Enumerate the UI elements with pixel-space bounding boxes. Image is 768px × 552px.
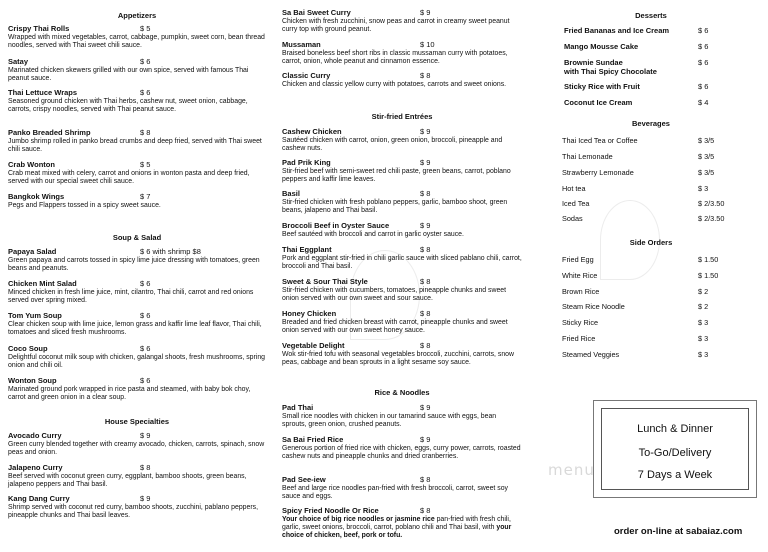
item-name: Crab Wonton <box>8 160 55 169</box>
section-title-soup-salad: Soup & Salad <box>112 233 162 242</box>
item-name: Tom Yum Soup <box>8 311 62 320</box>
item-name: Coconut Ice Cream <box>564 98 633 107</box>
item-description: Beef served with coconut green curry, eggplant, bamboo shoots, green beans, jalapeno peppers and Thai basil. <box>8 473 247 488</box>
beverage-item <box>540 215 762 226</box>
item-price: $ 3/5 <box>698 152 715 161</box>
item-description: Jumbo shrimp rolled in panko bread crumbs and deep fried, served with Thai sweet chili sauce. <box>8 138 262 153</box>
order-online-link[interactable]: order on-line at sabaiaz.com <box>614 526 743 537</box>
item-name: Bangkok Wings <box>8 192 65 201</box>
item-name: Crispy Thai Rolls <box>8 24 70 33</box>
item-description-bold: Your choice of big rice noodles or jasmine rice <box>282 516 435 524</box>
item-description: Delightful coconut milk soup with chicken, galangal shoots, fresh mushrooms, spring onion and chili oil. <box>8 354 265 369</box>
item-price: $ 8 <box>140 128 151 137</box>
item-price: $ 3/5 <box>698 136 715 145</box>
menu-item <box>282 128 522 153</box>
item-price: $ 2/3.50 <box>698 199 725 208</box>
item-name: Broccoli Beef in Oyster Sauce <box>282 221 390 230</box>
beverage-item <box>540 200 762 211</box>
item-price: $ 8 <box>140 463 151 472</box>
menu-item <box>282 404 522 429</box>
item-price: $ 9 <box>420 158 431 167</box>
menu-item <box>282 9 522 34</box>
menu-item <box>8 25 266 50</box>
item-price: $ 1.50 <box>698 255 719 264</box>
menu-item <box>282 436 522 461</box>
item-name: Sticky Rice <box>562 318 599 327</box>
menu-item <box>282 476 522 501</box>
item-price: $ 9 <box>420 127 431 136</box>
side-item <box>540 303 762 314</box>
item-name: Sa Bai Sweet Curry <box>282 8 351 17</box>
item-name: Cashew Chicken <box>282 127 342 136</box>
section-title-rice-noodles: Rice & Noodles <box>374 388 430 397</box>
item-name: Pad Thai <box>282 403 314 412</box>
item-name: Kang Dang Curry <box>8 494 70 503</box>
item-name: White Rice <box>562 271 598 280</box>
item-name: Classic Curry <box>282 71 331 80</box>
item-name: Pad Prik King <box>282 158 331 167</box>
item-name: Pad See-iew <box>282 475 326 484</box>
side-item <box>540 272 762 283</box>
item-name: Fried Egg <box>562 255 594 264</box>
item-name: Basil <box>282 189 300 198</box>
item-price: $ 9 <box>420 403 431 412</box>
menu-item <box>8 58 266 83</box>
dessert-item <box>540 59 762 81</box>
item-name: Sticky Rice with Fruit <box>564 82 640 91</box>
promo-line-togo-delivery: To-Go/Delivery <box>638 447 712 459</box>
item-description: Crab meat mixed with celery, carrot and onions in wonton pasta and deep fried, served with our special sweet chili sauce. <box>8 170 250 185</box>
item-description: Breaded and fried chicken breast with carrot, pineapple chunks and sweet onion served with our own sweet honey sauce. <box>282 319 508 334</box>
item-description: Stir-fried chicken with cucumbers, tomatoes, pineapple chunks and sweet onion served with our own sweet and sour sauce. <box>282 287 507 302</box>
item-description: Beef sautéed with broccoli and carrot in garlic oyster sauce. <box>282 231 464 239</box>
side-item <box>540 256 762 267</box>
item-price: $ 1.50 <box>698 271 719 280</box>
item-description: Marinated ground pork wrapped in rice pasta and steamed, with baby bok choy, carrot and green onion in a clear soup. <box>8 386 251 401</box>
hours-promo-inner <box>601 408 749 490</box>
menu-item <box>282 278 522 303</box>
item-name: Papaya Salad <box>8 247 57 256</box>
item-price: $ 3 <box>698 350 709 359</box>
item-name: Thai Lettuce Wraps <box>8 88 78 97</box>
item-name: Steam Rice Noodle <box>562 302 625 311</box>
item-price: $ 8 <box>420 341 431 350</box>
item-description: Wok stir-fried tofu with seasonal vegetables broccoli, zucchini, carrots, snow peas, cabbage and bean sprouts in a light sesame soy sauce. <box>282 351 514 366</box>
item-name: Brownie Sundae <box>564 58 623 67</box>
item-name: Thai Iced Tea or Coffee <box>562 136 638 145</box>
item-price: $ 8 <box>420 277 431 286</box>
item-name: Fried Bananas and Ice Cream <box>564 26 670 35</box>
item-name: Mussaman <box>282 40 321 49</box>
promo-line-days: 7 Days a Week <box>637 469 713 481</box>
menu-item <box>282 246 522 271</box>
menu-item <box>8 129 266 154</box>
dessert-item <box>540 43 762 55</box>
dessert-item <box>540 27 762 39</box>
item-name-line2: with Thai Spicy Chocolate <box>564 67 657 76</box>
menu-item <box>8 248 266 273</box>
item-description: Pegs and Flappers tossed in a spicy sweet sauce. <box>8 202 161 210</box>
menu-item <box>282 310 522 335</box>
menu-item <box>282 159 522 184</box>
section-title-desserts: Desserts <box>635 11 667 20</box>
item-name: Satay <box>8 57 29 66</box>
hours-promo-box <box>593 400 757 498</box>
side-item <box>540 288 762 299</box>
item-description <box>282 516 522 540</box>
section-title-side-orders: Side Orders <box>629 238 673 247</box>
side-item <box>540 319 762 330</box>
item-price: $ 3 <box>698 334 709 343</box>
menu-item <box>8 377 266 402</box>
section-title-house-specialties: House Specialties <box>104 417 170 426</box>
item-description: Pork and eggplant stir-fried in chili garlic sauce with sliced pablano chili, carrot, broccoli and Thai basil. <box>282 255 522 270</box>
item-name: Thai Lemonade <box>562 152 613 161</box>
item-description: Stir-fried beef with semi-sweet red chili paste, green beans, carrot, poblano peppers and kaffir lime leaves. <box>282 168 511 183</box>
menu-item <box>282 222 522 239</box>
beverage-item <box>540 169 762 180</box>
item-description: Stir-fried chicken with fresh poblano peppers, garlic, bamboo shoot, green beans, jalapeno and Thai basil. <box>282 199 508 214</box>
item-name: Wonton Soup <box>8 376 57 385</box>
item-price: $ 6 <box>140 279 151 288</box>
item-description: Wrapped with mixed vegetables, carrot, cabbage, pumpkin, sweet corn, bean thread noodles, served with Thai sweet chili sauce. <box>8 34 265 49</box>
item-name: Hot tea <box>562 184 586 193</box>
item-price: $ 8 <box>420 506 431 515</box>
item-price: $ 2 <box>698 287 709 296</box>
item-description: Green papaya and carrots tossed in spicy lime juice dressing with tomatoes, green beans and peanuts. <box>8 257 260 272</box>
item-name: Honey Chicken <box>282 309 337 318</box>
item-price: $ 6 with shrimp $8 <box>140 247 201 256</box>
item-price: $ 8 <box>420 309 431 318</box>
item-price: $ 2 <box>698 302 709 311</box>
item-price: $ 9 <box>140 431 151 440</box>
item-name: Sa Bai Fried Rice <box>282 435 344 444</box>
promo-line-lunch-dinner: Lunch & Dinner <box>637 423 713 435</box>
menu-item <box>282 342 522 367</box>
item-description: Shrimp served with coconut red curry, bamboo shoots, zucchini, pablano peppers, pineapple chunks and Thai basil leaves. <box>8 504 258 519</box>
item-description: Small rice noodles with chicken in our tamarind sauce with eggs, bean sprouts, green onion, crushed peanuts. <box>282 413 497 428</box>
menu-item <box>8 345 266 370</box>
item-name: Sweet & Sour Thai Style <box>282 277 368 286</box>
item-price: $ 9 <box>420 221 431 230</box>
item-price: $ 8 <box>420 189 431 198</box>
item-name: Vegetable Delight <box>282 341 345 350</box>
beverage-item <box>540 185 762 196</box>
menu-item <box>8 161 266 186</box>
item-price: $ 6 <box>698 42 709 51</box>
item-name: Jalapeno Curry <box>8 463 63 472</box>
item-price: $ 8 <box>420 71 431 80</box>
item-description: Sautéed chicken with carrot, onion, green onion, broccoli, pineapple and cashew nuts. <box>282 137 503 152</box>
item-name: Steamed Veggies <box>562 350 620 359</box>
menu-item <box>282 72 522 89</box>
item-description: Minced chicken in fresh lime juice, mint, cilantro, Thai chili, carrot and red onions served over spring mixed. <box>8 289 254 304</box>
menu-item <box>282 190 522 215</box>
item-description-bold: your choice of chicken, beef, pork or tofu. <box>282 523 512 539</box>
item-price: $ 6 <box>140 376 151 385</box>
menu-item <box>8 312 266 337</box>
item-price: $ 8 <box>420 245 431 254</box>
item-price: $ 6 <box>698 82 709 91</box>
item-price: $ 6 <box>140 311 151 320</box>
item-price: $ 4 <box>698 98 709 107</box>
item-description: Clear chicken soup with lime juice, lemon grass and kaffir lime leaf flavor, Thai chili, tomatoes and sliced fresh mushrooms. <box>8 321 262 336</box>
item-price: $ 10 <box>420 40 435 49</box>
item-price: $ 7 <box>140 192 151 201</box>
item-name: Thai Eggplant <box>282 245 332 254</box>
menu-item <box>282 507 522 540</box>
menu-item <box>282 41 522 66</box>
item-price: $ 6 <box>140 57 151 66</box>
item-price: $ 8 <box>420 475 431 484</box>
item-price: $ 3 <box>698 184 709 193</box>
menu-item <box>8 432 266 457</box>
dessert-item <box>540 83 762 95</box>
item-description: Braised boneless beef short ribs in classic mussaman curry with potatoes, carrot, onion, whole peanut and cinnamon essence. <box>282 50 508 65</box>
item-description-text: pan-fried with fresh chili, garlic, sweet onions, broccoli, carrot, poblano chili and Thai basil, with <box>282 516 511 531</box>
item-price: $ 5 <box>140 24 151 33</box>
menu-item <box>8 280 266 305</box>
item-price: $ 6 <box>140 344 151 353</box>
item-price: $ 2/3.50 <box>698 214 725 223</box>
item-name: Sodas <box>562 214 583 223</box>
item-description: Seasoned ground chicken with Thai herbs, cashew nut, sweet onion, cabbage, carrots, crispy noodles, served with Thai peanut sauce. <box>8 98 248 113</box>
item-name: Fried Rice <box>562 334 596 343</box>
item-price: $ 9 <box>420 435 431 444</box>
item-name: Brown Rice <box>562 287 600 296</box>
item-price: $ 6 <box>698 58 709 67</box>
item-price: $ 3/5 <box>698 168 715 177</box>
beverage-item <box>540 153 762 164</box>
item-name: Avocado Curry <box>8 431 62 440</box>
menu-item <box>8 193 266 210</box>
item-price: $ 6 <box>140 88 151 97</box>
item-price: $ 3 <box>698 318 709 327</box>
item-name: Strawberry Lemonade <box>562 168 634 177</box>
section-title-beverages: Beverages <box>632 119 670 128</box>
dessert-item <box>540 99 762 111</box>
item-description: Generous portion of fried rice with chicken, eggs, curry power, carrots, roasted cashew nuts and pineapple chunks and dried cranberries. <box>282 445 521 460</box>
item-description: Chicken and classic yellow curry with potatoes, carrots and sweet onions. <box>282 81 507 89</box>
item-price: $ 5 <box>140 160 151 169</box>
item-description: Marinated chicken skewers grilled with our own spice, served with famous Thai peanut sauce. <box>8 67 249 82</box>
item-description: Beef and large rice noodles pan-fried with fresh broccoli, carrot, sweet soy sauce and eggs. <box>282 485 508 500</box>
side-item <box>540 335 762 346</box>
item-name: Panko Breaded Shrimp <box>8 128 91 137</box>
item-name: Iced Tea <box>562 199 590 208</box>
item-description: Chicken with fresh zucchini, snow peas and carrot in creamy sweet peanut curry top with ground peanut. <box>282 18 510 33</box>
item-description: Green curry blended together with creamy avocado, chicken, carrots, spinach, snow peas and onion. <box>8 441 265 456</box>
menu-item <box>8 89 266 114</box>
item-price: $ 9 <box>140 494 151 503</box>
item-price: $ 9 <box>420 8 431 17</box>
menu-item <box>8 495 266 520</box>
section-title-appetizers: Appetizers <box>117 11 157 20</box>
menu-item <box>8 464 266 489</box>
section-title-stir-fried: Stir-fried Entrées <box>371 112 433 121</box>
menu-watermark: menu <box>548 461 595 479</box>
item-name: Mango Mousse Cake <box>564 42 639 51</box>
side-item <box>540 351 762 362</box>
item-name: Chicken Mint Salad <box>8 279 77 288</box>
item-name: Coco Soup <box>8 344 48 353</box>
beverage-item <box>540 137 762 148</box>
item-name: Spicy Fried Noodle Or Rice <box>282 506 379 515</box>
item-price: $ 6 <box>698 26 709 35</box>
